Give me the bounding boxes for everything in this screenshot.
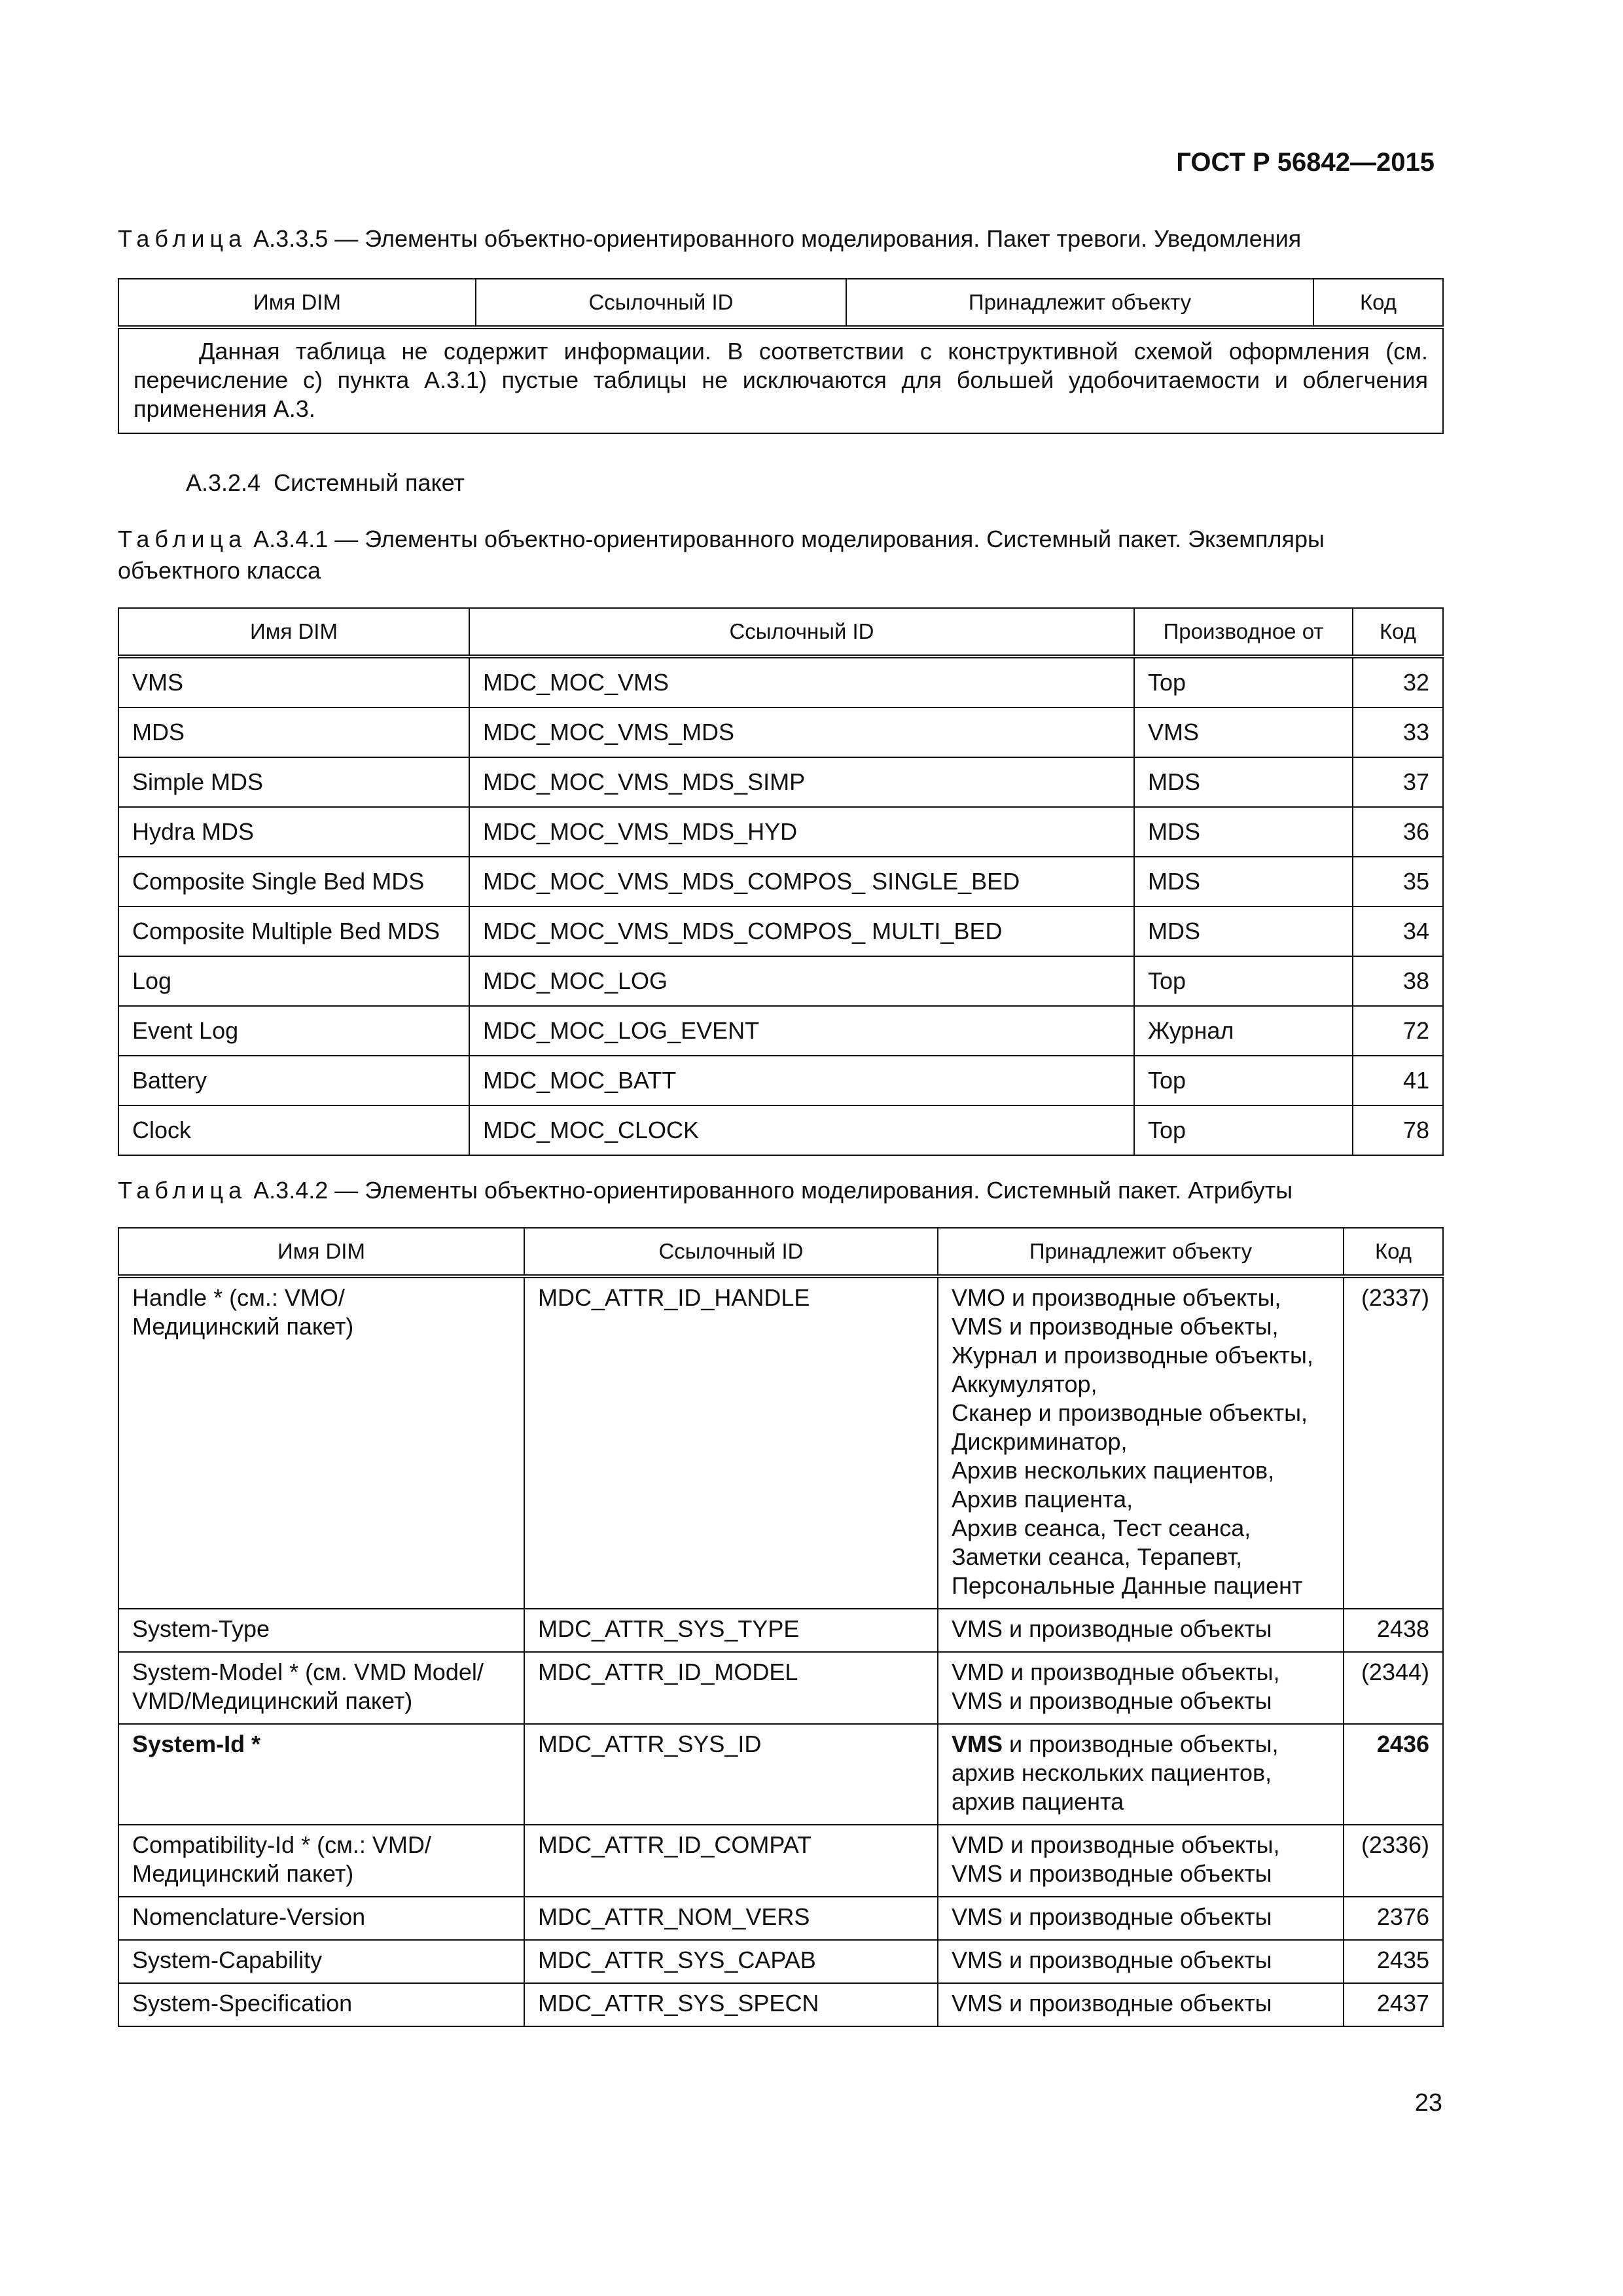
ref-id-cell: MDC_MOC_BATT (469, 1056, 1134, 1105)
belongs-cell: VMS и производные объекты (938, 1983, 1344, 2026)
derived-cell: Журнал (1134, 1006, 1353, 1056)
table-row (118, 956, 1443, 1006)
ref-id-cell: MDC_ATTR_SYS_CAPAB (524, 1940, 938, 1983)
dim-name-cell: Battery (118, 1056, 469, 1105)
table-row (118, 1825, 1443, 1897)
table-row (118, 1006, 1443, 1056)
table2-header-derived: Производное от (1134, 608, 1353, 656)
dim-name-cell: System-Specification (118, 1983, 524, 2026)
dim-name-cell: Log (118, 956, 469, 1006)
table2-header-ref-id: Ссылочный ID (469, 608, 1134, 656)
table-row (118, 1609, 1443, 1652)
belongs-cell: VMS и производные объекты (938, 1940, 1344, 1983)
code-cell: 36 (1353, 807, 1443, 857)
derived-cell: Top (1134, 956, 1353, 1006)
table1-caption (118, 223, 1440, 255)
table3-caption (118, 1175, 1440, 1206)
table-row (118, 1105, 1443, 1155)
ref-id-cell: MDC_ATTR_ID_MODEL (524, 1652, 938, 1724)
ref-id-cell: MDC_MOC_LOG (469, 956, 1134, 1006)
dim-name-cell: System-Type (118, 1609, 524, 1652)
table-row (118, 906, 1443, 956)
derived-cell: VMS (1134, 708, 1353, 757)
belongs-cell: VMO и производные объекты, VMS и производные объекты, Журнал и производные объекты, Аккумулятор, Сканер и производные объекты, Дискриминатор, Архив нескольких пациентов, Архив пациента, Архив сеанса, Тест сеанса, Заметки сеанса, Терапевт, Персональные Данные пациент (938, 1276, 1344, 1609)
table3-caption-label: Таблица (118, 1177, 247, 1204)
code-cell: 2435 (1344, 1940, 1443, 1983)
table-row (118, 1940, 1443, 1983)
derived-cell: Top (1134, 1056, 1353, 1105)
dim-name-cell: VMS (118, 656, 469, 708)
ref-id-cell: MDC_MOC_LOG_EVENT (469, 1006, 1134, 1056)
ref-id-cell: MDC_MOC_CLOCK (469, 1105, 1134, 1155)
section-title: Системный пакет (274, 469, 465, 496)
code-cell: 37 (1353, 757, 1443, 807)
belongs-cell: VMS и производные объекты (938, 1609, 1344, 1652)
belongs-cell: VMD и производные объекты, VMS и производные объекты (938, 1652, 1344, 1724)
ref-id-cell: MDC_MOC_VMS_MDS_SIMP (469, 757, 1134, 807)
code-cell: 35 (1353, 857, 1443, 906)
ref-id-cell: MDC_MOC_VMS_MDS_COMPOS_ SINGLE_BED (469, 857, 1134, 906)
code-cell: 2436 (1344, 1724, 1443, 1825)
table-system-attributes (118, 1227, 1444, 2027)
table2-header-code: Код (1353, 608, 1443, 656)
derived-cell: MDS (1134, 757, 1353, 807)
code-cell: 2438 (1344, 1609, 1443, 1652)
dim-name-cell: MDS (118, 708, 469, 757)
code-cell: (2337) (1344, 1276, 1443, 1609)
table2-caption-label: Таблица (118, 526, 247, 552)
ref-id-cell: MDC_ATTR_NOM_VERS (524, 1897, 938, 1940)
table-alarm-notifications (118, 278, 1444, 434)
ref-id-cell: MDC_MOC_VMS_MDS_COMPOS_ MULTI_BED (469, 906, 1134, 956)
table-row (118, 1724, 1443, 1825)
table1-header-ref-id: Ссылочный ID (476, 279, 846, 327)
derived-cell: Top (1134, 1105, 1353, 1155)
belongs-cell: VMS и производные объекты, архив нескольких пациентов, архив пациента (938, 1724, 1344, 1825)
table3-caption-text: A.3.4.2 — Элементы объектно-ориентированного моделирования. Системный пакет. Атрибуты (253, 1177, 1293, 1204)
dim-name-cell: Compatibility-Id * (см.: VMD/ Медицинский пакет) (118, 1825, 524, 1897)
ref-id-cell: MDC_ATTR_ID_COMPAT (524, 1825, 938, 1897)
code-cell: 41 (1353, 1056, 1443, 1105)
dim-name-cell: Composite Multiple Bed MDS (118, 906, 469, 956)
dim-name-cell: Simple MDS (118, 757, 469, 807)
table-row (118, 1983, 1443, 2026)
document-standard-number: ГОСТ Р 56842—2015 (1176, 148, 1435, 177)
table1-header-code: Код (1313, 279, 1443, 327)
table1-caption-label: Таблица (118, 225, 247, 252)
table-system-object-classes (118, 607, 1444, 1156)
ref-id-cell: MDC_ATTR_SYS_TYPE (524, 1609, 938, 1652)
table-row (118, 1276, 1443, 1609)
table1-header-belongs: Принадлежит объекту (846, 279, 1313, 327)
ref-id-cell: MDC_ATTR_SYS_SPECN (524, 1983, 938, 2026)
table2-caption-text: A.3.4.1 — Элементы объектно-ориентированного моделирования. Системный пакет. Экземпляры объектного класса (118, 526, 1325, 584)
table1-header-dim-name: Имя DIM (118, 279, 476, 327)
table-row (118, 1056, 1443, 1105)
belongs-cell: VMS и производные объекты (938, 1897, 1344, 1940)
dim-name-cell: System-Model * (см. VMD Model/ VMD/Медицинский пакет) (118, 1652, 524, 1724)
dim-name-cell: Event Log (118, 1006, 469, 1056)
dim-name-cell: Clock (118, 1105, 469, 1155)
table2-caption (118, 524, 1440, 586)
code-cell: (2336) (1344, 1825, 1443, 1897)
table-row (118, 1897, 1443, 1940)
ref-id-cell: MDC_MOC_VMS_MDS (469, 708, 1134, 757)
dim-name-cell: Handle * (см.: VMO/ Медицинский пакет) (118, 1276, 524, 1609)
table3-header-ref-id: Ссылочный ID (524, 1228, 938, 1276)
ref-id-cell: MDC_MOC_VMS_MDS_HYD (469, 807, 1134, 857)
code-cell: 33 (1353, 708, 1443, 757)
table1-note: Данная таблица не содержит информации. В соответствии с конструктивной схемой оформления (см. перечисление с) пункта А.3.1) пустые таблицы не исключаются для большей удобочитаемости и облегчения применения А.3. (118, 327, 1443, 433)
table-row (118, 807, 1443, 857)
table-row (118, 857, 1443, 906)
belongs-cell: VMD и производные объекты, VMS и производные объекты (938, 1825, 1344, 1897)
code-cell: 34 (1353, 906, 1443, 956)
page-number: 23 (1414, 2089, 1442, 2117)
ref-id-cell: MDC_ATTR_ID_HANDLE (524, 1276, 938, 1609)
table2-header-dim-name: Имя DIM (118, 608, 469, 656)
derived-cell: MDS (1134, 857, 1353, 906)
section-heading (186, 467, 465, 499)
derived-cell: MDS (1134, 906, 1353, 956)
dim-name-cell: System-Capability (118, 1940, 524, 1983)
table3-header-dim-name: Имя DIM (118, 1228, 524, 1276)
dim-name-cell: Nomenclature-Version (118, 1897, 524, 1940)
code-cell: 38 (1353, 956, 1443, 1006)
table-row (118, 656, 1443, 708)
code-cell: 2437 (1344, 1983, 1443, 2026)
section-number: А.3.2.4 (186, 469, 261, 496)
code-cell: 72 (1353, 1006, 1443, 1056)
code-cell: 32 (1353, 656, 1443, 708)
table-row (118, 708, 1443, 757)
table3-header-belongs: Принадлежит объекту (938, 1228, 1344, 1276)
table1-caption-text: A.3.3.5 — Элементы объектно-ориентированного моделирования. Пакет тревоги. Уведомления (253, 225, 1302, 252)
table3-header-code: Код (1344, 1228, 1443, 1276)
dim-name-cell: Composite Single Bed MDS (118, 857, 469, 906)
ref-id-cell: MDC_ATTR_SYS_ID (524, 1724, 938, 1825)
code-cell: 78 (1353, 1105, 1443, 1155)
dim-name-cell: Hydra MDS (118, 807, 469, 857)
derived-cell: Top (1134, 656, 1353, 708)
ref-id-cell: MDC_MOC_VMS (469, 656, 1134, 708)
table-row (118, 757, 1443, 807)
code-cell: (2344) (1344, 1652, 1443, 1724)
dim-name-cell: System-Id * (118, 1724, 524, 1825)
derived-cell: MDS (1134, 807, 1353, 857)
table-row (118, 1652, 1443, 1724)
code-cell: 2376 (1344, 1897, 1443, 1940)
